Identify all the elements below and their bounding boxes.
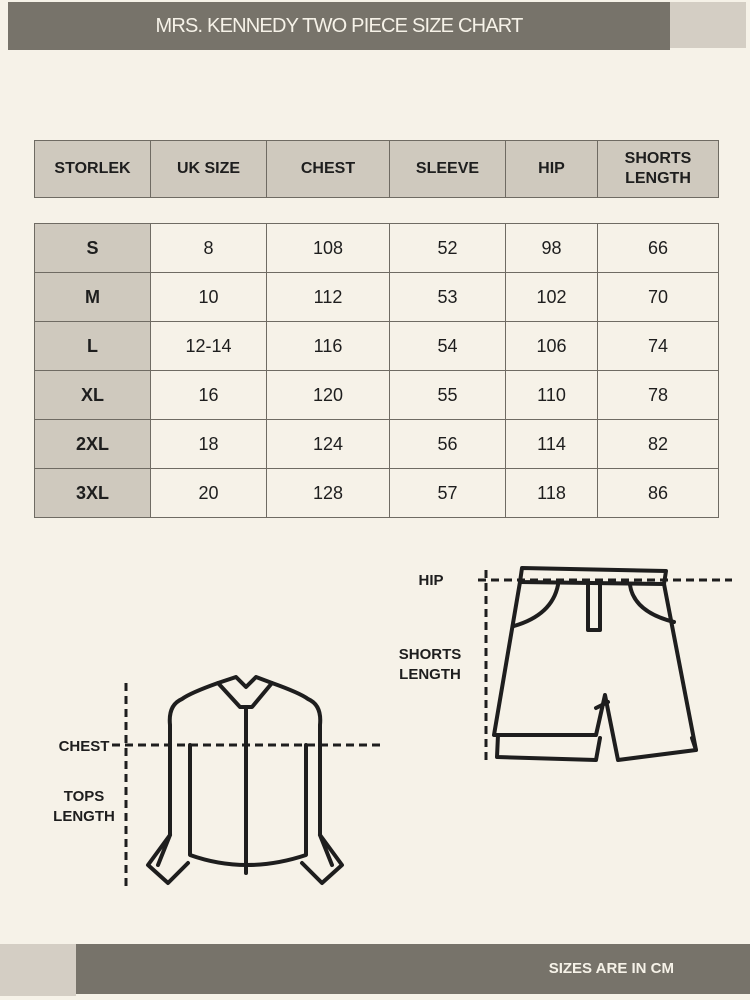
table-cell: 8 — [151, 224, 267, 273]
table-cell: 66 — [598, 224, 719, 273]
size-label-cell: M — [35, 273, 151, 322]
table-cell: 54 — [390, 322, 506, 371]
tops-length-label: TOPS LENGTH — [53, 788, 115, 825]
table-cell: 53 — [390, 273, 506, 322]
table-cell: 20 — [151, 469, 267, 518]
header-hip: HIP — [506, 141, 598, 198]
table-cell: 70 — [598, 273, 719, 322]
table-cell: 110 — [506, 371, 598, 420]
page-title: MRS. KENNEDY TWO PIECE SIZE CHART — [155, 14, 523, 37]
page-title-bar — [8, 2, 670, 50]
footer-accent-block — [0, 944, 76, 996]
table-row — [35, 420, 719, 469]
header-storlek: STORLEK — [35, 141, 151, 198]
table-cell: 128 — [267, 469, 390, 518]
table-row — [35, 224, 719, 273]
size-label-cell: 3XL — [35, 469, 151, 518]
footer-bar — [76, 944, 750, 994]
table-cell: 120 — [267, 371, 390, 420]
header-uk-size: UK SIZE — [151, 141, 267, 198]
table-cell: 102 — [506, 273, 598, 322]
table-cell: 74 — [598, 322, 719, 371]
size-table-body — [34, 223, 719, 518]
table-cell: 57 — [390, 469, 506, 518]
table-cell: 98 — [506, 224, 598, 273]
table-cell: 82 — [598, 420, 719, 469]
hip-label: HIP — [418, 572, 444, 589]
size-label-cell: L — [35, 322, 151, 371]
size-label-cell: 2XL — [35, 420, 151, 469]
table-row — [35, 273, 719, 322]
table-cell: 52 — [390, 224, 506, 273]
table-cell: 124 — [267, 420, 390, 469]
header-shorts-length: SHORTS LENGTH — [598, 141, 719, 198]
table-cell: 10 — [151, 273, 267, 322]
table-cell: 12-14 — [151, 322, 267, 371]
table-cell: 114 — [506, 420, 598, 469]
table-row — [35, 469, 719, 518]
shorts-icon — [470, 560, 740, 770]
size-table-header — [34, 140, 719, 198]
table-cell: 86 — [598, 469, 719, 518]
shirt-icon — [110, 675, 390, 895]
table-cell: 106 — [506, 322, 598, 371]
table-row — [35, 322, 719, 371]
header-accent-block — [670, 2, 746, 48]
chest-label: CHEST — [58, 738, 110, 755]
table-cell: 118 — [506, 469, 598, 518]
size-label-cell: XL — [35, 371, 151, 420]
header-sleeve: SLEEVE — [390, 141, 506, 198]
table-row — [35, 371, 719, 420]
table-cell: 56 — [390, 420, 506, 469]
table-cell: 18 — [151, 420, 267, 469]
sizes-note: SIZES ARE IN CM — [548, 960, 674, 977]
table-cell: 55 — [390, 371, 506, 420]
table-cell: 108 — [267, 224, 390, 273]
table-cell: 116 — [267, 322, 390, 371]
size-label-cell: S — [35, 224, 151, 273]
table-cell: 16 — [151, 371, 267, 420]
table-cell: 112 — [267, 273, 390, 322]
header-chest: CHEST — [267, 141, 390, 198]
shorts-length-label: SHORTS LENGTH — [398, 646, 462, 683]
table-cell: 78 — [598, 371, 719, 420]
